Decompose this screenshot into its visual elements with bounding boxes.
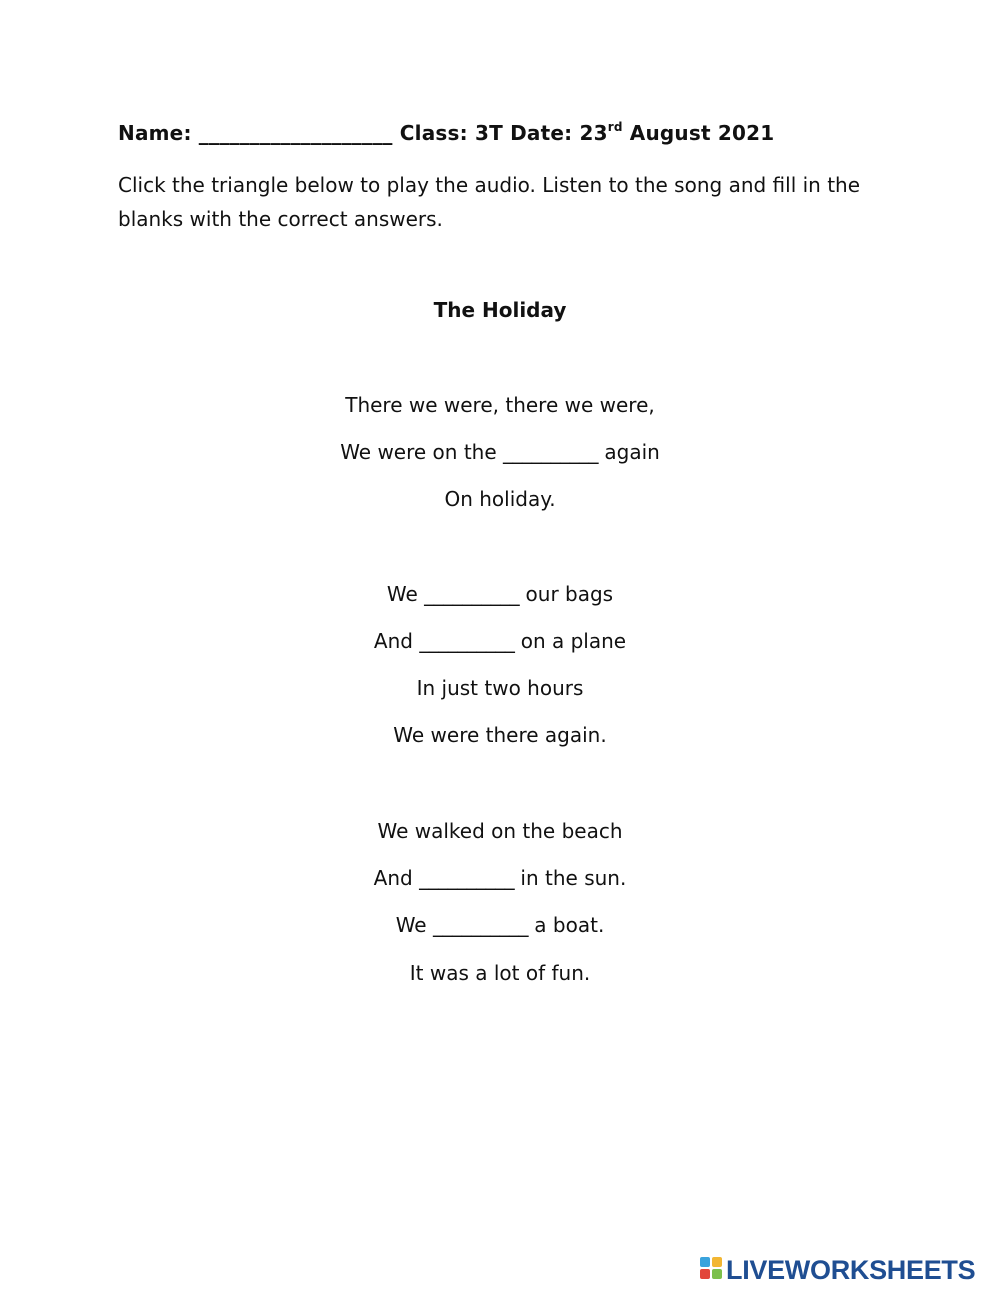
instructions-text: Click the triangle below to play the audio. Listen to the song and fill in the blanks with the correct answers. bbox=[118, 173, 861, 231]
liveworksheets-logo[interactable] bbox=[700, 1256, 975, 1284]
verse1-line1: There we were, there we were, bbox=[345, 393, 655, 417]
answer-blank-5[interactable]: __________ bbox=[432, 913, 528, 937]
verse3-line3 bbox=[0, 913, 1000, 937]
lyric-text: in the sun. bbox=[514, 866, 627, 890]
lyric-text: And bbox=[373, 629, 420, 653]
lyric-text: again bbox=[598, 440, 660, 464]
worksheet-header bbox=[118, 120, 878, 145]
verse3-line4: It was a lot of fun. bbox=[409, 961, 591, 985]
verse3-line1: We walked on the beach bbox=[377, 819, 623, 843]
verse2-line1 bbox=[0, 582, 1000, 606]
answer-blank-1[interactable]: __________ bbox=[503, 440, 599, 464]
verse3-line2 bbox=[0, 866, 1000, 890]
answer-blank-3[interactable]: __________ bbox=[419, 629, 515, 653]
lyric-text: a boat. bbox=[527, 913, 605, 937]
lyric-text: We bbox=[395, 913, 433, 937]
verse2-line3: In just two hours bbox=[416, 676, 584, 700]
lyric-text: on a plane bbox=[514, 629, 627, 653]
verse1-line3: On holiday. bbox=[444, 487, 556, 511]
verse1-line2 bbox=[0, 440, 1000, 464]
liveworksheets-logo-text: LIVEWORKSHEETS bbox=[726, 1254, 976, 1285]
lyric-text: We were on the bbox=[340, 440, 504, 464]
lyric-text: our bags bbox=[519, 582, 614, 606]
lyric-text: We bbox=[386, 582, 425, 606]
answer-blank-2[interactable]: __________ bbox=[424, 582, 520, 606]
lyric-text: And bbox=[373, 866, 420, 890]
answer-blank-4[interactable]: __________ bbox=[419, 866, 515, 890]
verse2-line2 bbox=[0, 629, 1000, 653]
date-ordinal-suffix: rd bbox=[607, 120, 623, 134]
header-name-class-date: Name: ___________________ Class: 3T Date: 23 bbox=[118, 121, 608, 145]
song-title: The Holiday bbox=[433, 298, 567, 322]
header-date-rest: August 2021 bbox=[622, 121, 775, 145]
liveworksheets-logo-icon bbox=[700, 1257, 724, 1283]
verse2-line4: We were there again. bbox=[393, 723, 607, 747]
